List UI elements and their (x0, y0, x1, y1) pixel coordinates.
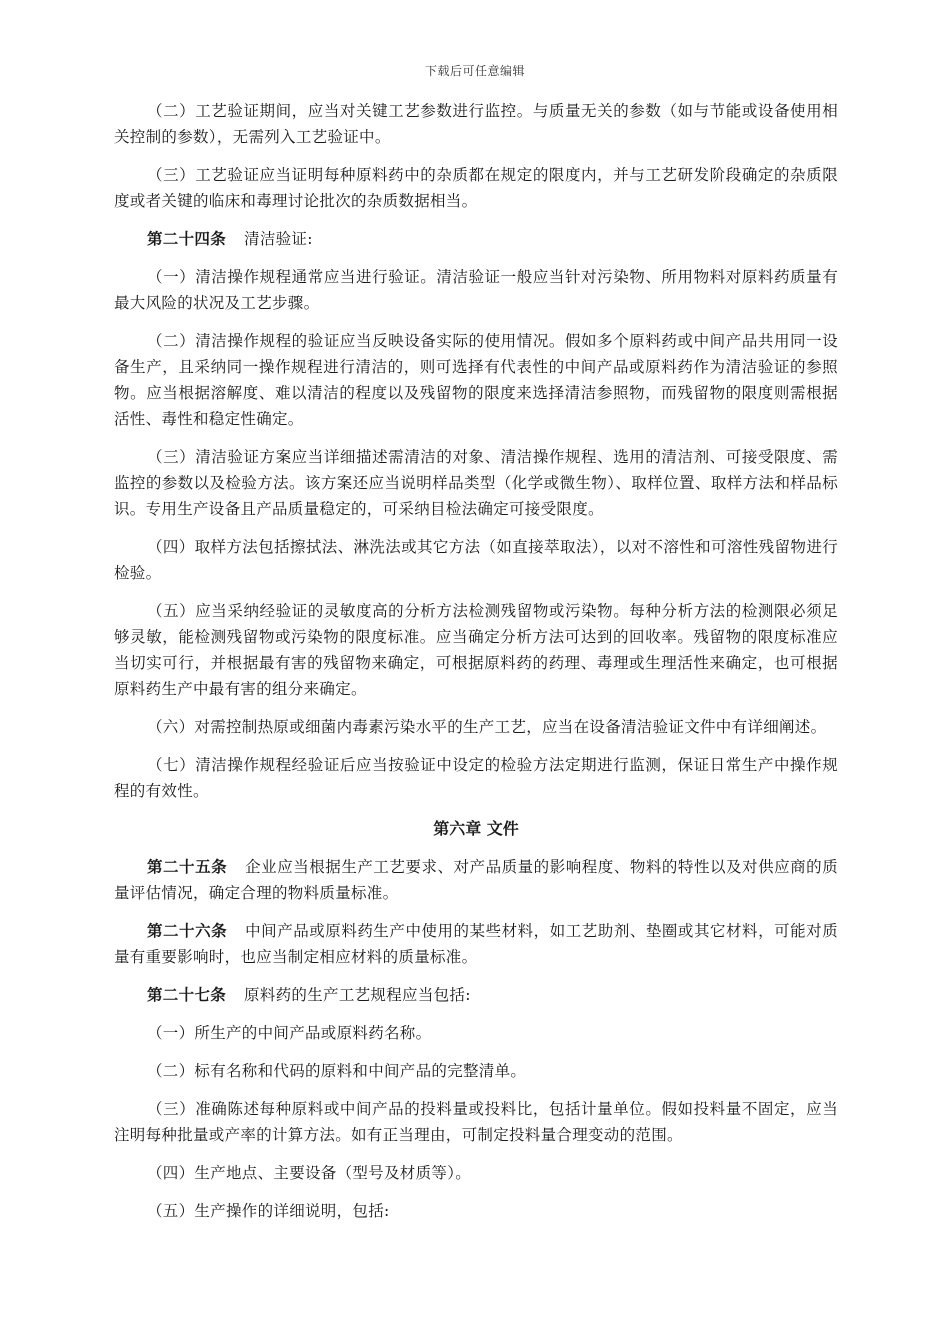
article-text: 中间产品或原料药生产中使用的某些材料，如工艺助剂、垫圈或其它材料，可能对质量有重要影响时，也应当制定相应材料的质量标准。 (114, 922, 838, 966)
article-number: 第二十七条 (147, 985, 227, 1004)
paragraph: （三）清洁验证方案应当详细描述需清洁的对象、清洁操作规程、选用的清洁剂、可接受限度、需监控的参数以及检验方法。该方案还应当说明样品类型（化学或微生物）、取样位置、取样方法和样品标识。专用生产设备且产品质量稳定的，可采纳目检法确定可接受限度。 (114, 448, 838, 518)
paragraph: （二）工艺验证期间，应当对关键工艺参数进行监控。与质量无关的参数（如与节能或设备使用相关控制的参数），无需列入工艺验证中。 (114, 102, 838, 146)
article-number: 第二十六条 (147, 921, 228, 940)
article-26 (114, 918, 838, 970)
chapter-title: 第六章 文件 (433, 819, 519, 838)
article-24 (114, 226, 838, 252)
paragraph: （四）生产地点、主要设备（型号及材质等）。 (147, 1164, 472, 1182)
paragraph: （二）标有名称和代码的原料和中间产品的完整清单。 (147, 1062, 527, 1080)
paragraph: （五）应当采纳经验证的灵敏度高的分析方法检测残留物或污染物。每种分析方法的检测限必须足够灵敏，能检测残留物或污染物的限度标准。应当确定分析方法可达到的回收率。残留物的限度标准应当切实可行，并根据最有害的残留物来确定，可根据原料药的药理、毒理或生理活性来确定，也可根据原料药生产中最有害的组分来确定。 (114, 602, 838, 698)
article-25 (114, 854, 838, 906)
paragraph: （五）生产操作的详细说明，包括: (147, 1202, 390, 1220)
paragraph: （七）清洁操作规程经验证后应当按验证中设定的检验方法定期进行监测，保证日常生产中操作规程的有效性。 (114, 756, 838, 800)
article-number: 第二十四条 (147, 229, 227, 248)
paragraph: （一）清洁操作规程通常应当进行验证。清洁验证一般应当针对污染物、所用物料对原料药质量有最大风险的状况及工艺步骤。 (114, 268, 838, 312)
document-body (114, 98, 838, 1236)
article-text: 企业应当根据生产工艺要求、对产品质量的影响程度、物料的特性以及对供应商的质量评估情况，确定合理的物料质量标准。 (114, 858, 838, 902)
article-text: 清洁验证: (244, 230, 313, 248)
paragraph: （六）对需控制热原或细菌内毒素污染水平的生产工艺，应当在设备清洁验证文件中有详细阐述。 (147, 718, 827, 736)
article-text: 原料药的生产工艺规程应当包括: (244, 986, 471, 1004)
page-header: 下载后可任意编辑 (424, 64, 525, 78)
paragraph: （三）准确陈述每种原料或中间产品的投料量或投料比，包括计量单位。假如投料量不固定，应当注明每种批量或产率的计算方法。如有正当理由，可制定投料量合理变动的范围。 (114, 1100, 838, 1144)
paragraph: （一）所生产的中间产品或原料药名称。 (147, 1024, 432, 1042)
paragraph: （四）取样方法包括擦拭法、淋洗法或其它方法（如直接萃取法），以对不溶性和可溶性残留物进行检验。 (114, 538, 838, 582)
paragraph: （二）清洁操作规程的验证应当反映设备实际的使用情况。假如多个原料药或中间产品共用同一设备生产，且采纳同一操作规程进行清洁的，则可选择有代表性的中间产品或原料药作为清洁验证的参照物。应当根据溶解度、难以清洁的程度以及残留物的限度来选择清洁参照物，而残留物的限度则需根据活性、毒性和稳定性确定。 (114, 332, 838, 428)
article-27 (114, 982, 838, 1008)
article-number: 第二十五条 (147, 857, 228, 876)
paragraph: （三）工艺验证应当证明每种原料药中的杂质都在规定的限度内，并与工艺研发阶段确定的杂质限度或者关键的临床和毒理讨论批次的杂质数据相当。 (114, 166, 838, 210)
